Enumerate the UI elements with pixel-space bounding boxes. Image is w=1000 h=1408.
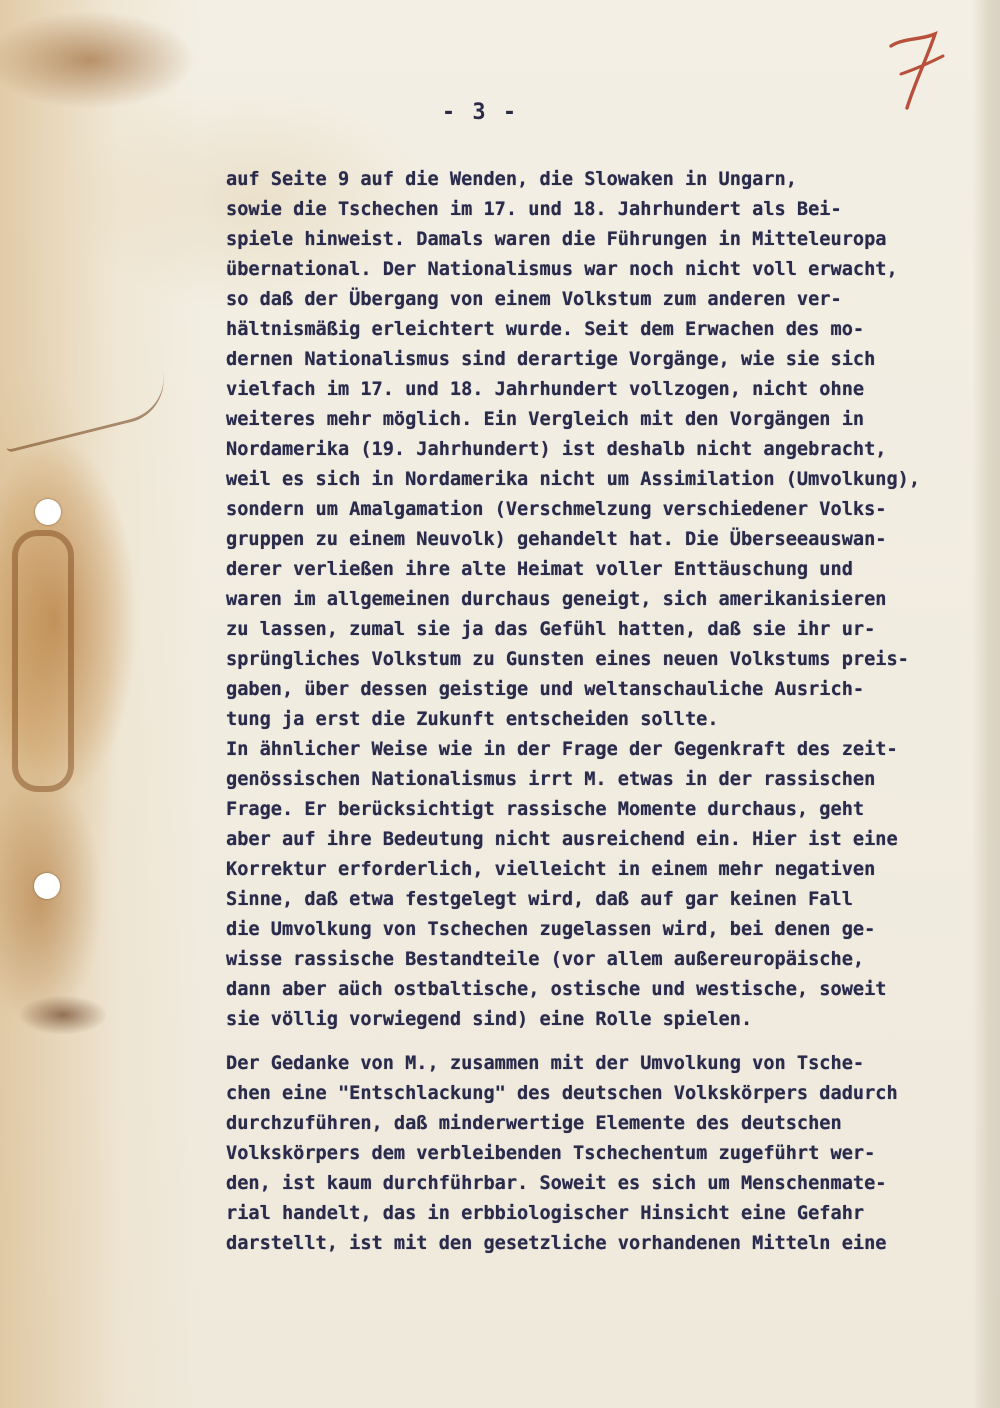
text-line: hältnismäßig erleichtert wurde. Seit dem Erwachen des mo- xyxy=(226,319,865,340)
text-line: genössischen Nationalismus irrt M. etwas in der rassischen xyxy=(226,769,876,790)
text-line: aber auf ihre Bedeutung nicht ausreichend ein. Hier ist eine xyxy=(226,829,898,850)
text-line: gaben, über dessen geistige und weltanschauliche Ausrich- xyxy=(226,679,865,700)
burn-stain-spot xyxy=(18,995,108,1035)
text-line: dann aber aüch ostbaltische, ostische und westische, soweit xyxy=(226,979,887,1000)
text-line: so daß der Übergang von einem Volkstum zum anderen ver- xyxy=(226,289,842,310)
text-line: zu lassen, zumal sie ja das Gefühl hatten, daß sie ihr ur- xyxy=(226,619,876,640)
text-line: Sinne, daß etwa festgelegt wird, daß auf gar keinen Fall xyxy=(226,889,853,910)
punch-hole-bottom xyxy=(34,873,60,899)
text-line: Frage. Er berücksichtigt rassische Momente durchaus, geht xyxy=(226,799,865,820)
text-line: In ähnlicher Weise wie in der Frage der Gegenkraft des zeit- xyxy=(226,739,898,760)
text-line: vielfach im 17. und 18. Jahrhundert vollzogen, nicht ohne xyxy=(226,379,865,400)
text-line: den, ist kaum durchführbar. Soweit es sich um Menschenmate- xyxy=(226,1173,887,1194)
text-line: weiteres mehr möglich. Ein Vergleich mit den Vorgängen in xyxy=(226,409,865,430)
text-line: Der Gedanke von M., zusammen mit der Umvolkung von Tsche- xyxy=(226,1053,865,1074)
text-line: durchzuführen, daß minderwertige Elemente des deutschen xyxy=(226,1113,842,1134)
text-line: weil es sich in Nordamerika nicht um Assimilation (Umvolkung), xyxy=(226,469,921,490)
text-line: übernational. Der Nationalismus war noch nicht voll erwacht, xyxy=(226,259,898,280)
burn-stain-streak xyxy=(0,370,173,453)
burn-stain-loop xyxy=(12,530,74,792)
typed-body-text xyxy=(226,165,966,1259)
text-line: gruppen zu einem Neuvolk) gehandelt hat. Die Überseeauswan- xyxy=(226,529,887,550)
text-line: auf Seite 9 auf die Wenden, die Slowaken in Ungarn, xyxy=(226,169,797,190)
text-line: Volkskörpers dem verbleibenden Tschechentum zugeführt wer- xyxy=(226,1143,876,1164)
paper-edge-shadow xyxy=(972,0,1000,1408)
text-line: wisse rassische Bestandteile (vor allem außereuropäische, xyxy=(226,949,865,970)
text-line: sprüngliches Volkstum zu Gunsten eines neuen Volkstums preis- xyxy=(226,649,909,670)
text-line: sowie die Tschechen im 17. und 18. Jahrhundert als Bei- xyxy=(226,199,842,220)
paragraph xyxy=(226,165,966,735)
punch-hole-top xyxy=(35,499,61,525)
text-line: darstellt, ist mit den gesetzliche vorhandenen Mitteln eine xyxy=(226,1233,887,1254)
paragraph-gap xyxy=(226,1035,966,1049)
text-line: derer verließen ihre alte Heimat voller Enttäuschung und xyxy=(226,559,853,580)
text-line: waren im allgemeinen durchaus geneigt, sich amerikanisieren xyxy=(226,589,887,610)
handwritten-folio-number xyxy=(885,24,945,114)
text-line: Nordamerika (19. Jahrhundert) ist deshalb nicht angebracht, xyxy=(226,439,887,460)
text-line: die Umvolkung von Tschechen zugelassen wird, bei denen ge- xyxy=(226,919,876,940)
text-line: Korrektur erforderlich, vielleicht in einem mehr negativen xyxy=(226,859,876,880)
text-line: dernen Nationalismus sind derartige Vorgänge, wie sie sich xyxy=(226,349,876,370)
text-line: spiele hinweist. Damals waren die Führungen in Mitteleuropa xyxy=(226,229,887,250)
paragraph xyxy=(226,1049,966,1259)
text-line: chen eine "Entschlackung" des deutschen Volkskörpers dadurch xyxy=(226,1083,898,1104)
paragraph xyxy=(226,735,966,1035)
text-line: sondern um Amalgamation (Verschmelzung verschiedener Volks- xyxy=(226,499,887,520)
text-line: rial handelt, das in erbbiologischer Hinsicht eine Gefahr xyxy=(226,1203,865,1224)
text-line: tung ja erst die Zukunft entscheiden sollte. xyxy=(226,709,719,730)
text-line: sie völlig vorwiegend sind) eine Rolle spielen. xyxy=(226,1009,753,1030)
page-number: - 3 - xyxy=(441,100,519,125)
